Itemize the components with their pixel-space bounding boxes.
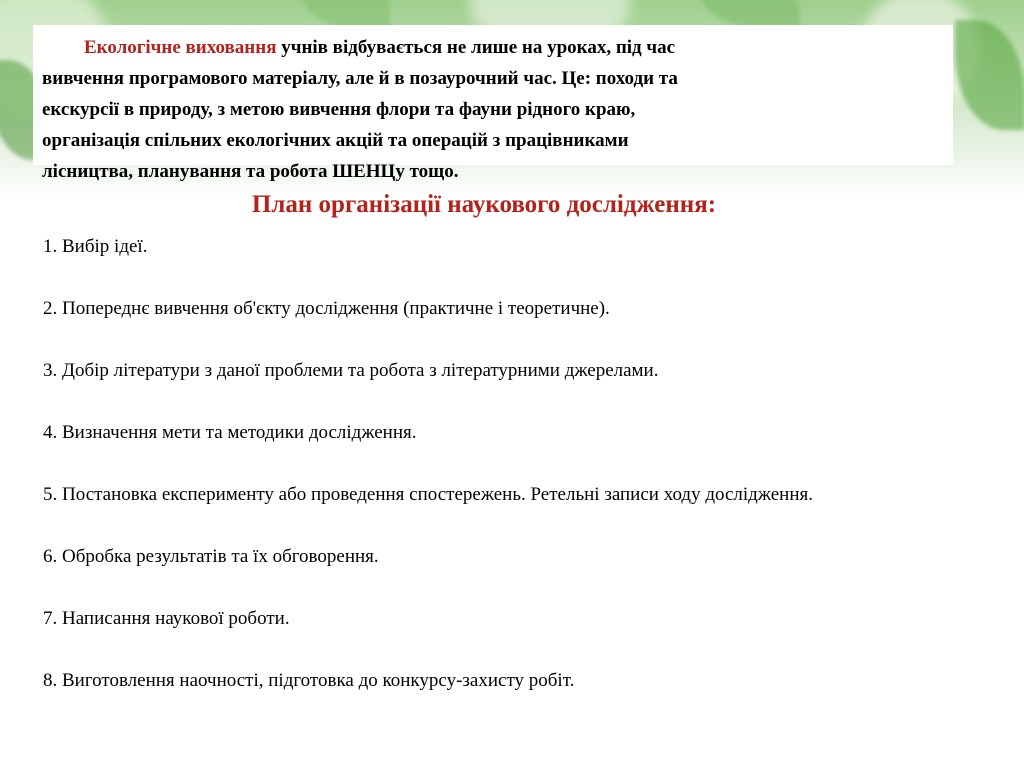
plan-step: 8. Виготовлення наочності, підготовка до конкурсу-захисту робіт. [43, 670, 575, 691]
plan-step: 6. Обробка результатів та їх обговорення. [43, 546, 379, 567]
plan-step: 3. Добір літератури з даної проблеми та робота з літературними джерелами. [43, 360, 659, 381]
plan-step: 7. Написання наукової роботи. [43, 608, 290, 629]
plan-step: 2. Попереднє вивчення об'єкту дослідження (практичне і теоретичне). [43, 298, 610, 319]
plan-step: 5. Постановка експерименту або проведення спостережень. Ретельні записи ходу дослідження. [43, 484, 813, 505]
leaf-decoration [955, 20, 1024, 130]
plan-step: 4. Визначення мети та методики дослідження. [43, 422, 417, 443]
intro-body-text: учнів відбувається не лише на уроках, під час вивчення програмового матеріалу, але й в позаурочний час. Це: походи та екскурсії в природу, з метою вивчення флори та фауни рідного краю, організація спільних екологічних акцій та операцій з працівниками лісництва, планування та робота ШЕНЦу тощо. [42, 37, 678, 182]
plan-step: 1. Вибір ідеї. [43, 236, 148, 257]
intro-paragraph [42, 32, 922, 187]
plan-steps-list [43, 232, 943, 728]
intro-lead-phrase: Екологічне виховання [84, 37, 277, 58]
plan-title: План організації наукового дослідження: [251, 191, 717, 218]
